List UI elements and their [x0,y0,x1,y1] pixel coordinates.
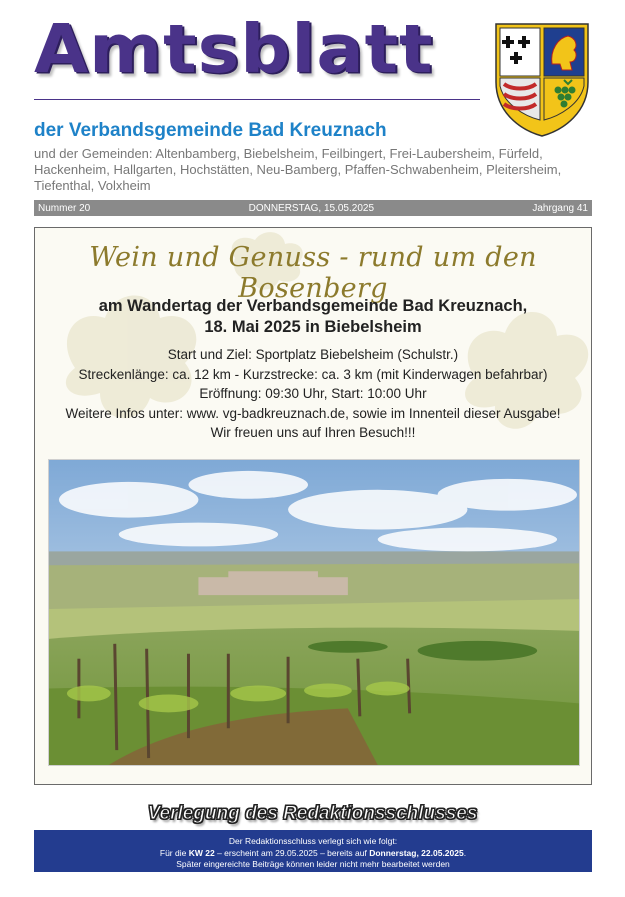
vineyard-landscape-photo [48,459,580,766]
notice-line: Der Redaktionsschluss verlegt sich wie folgt: [228,836,398,846]
notice-deadline-date: Donnerstag, 22.05.2025 [369,847,464,858]
event-opening-time: Eröffnung: 09:30 Uhr, Start: 10:00 Uhr [199,386,427,401]
masthead-divider [34,99,480,100]
event-heading-line: 18. Mai 2025 in Biebelsheim [204,318,422,336]
event-welcome: Wir freuen uns auf Ihren Besuch!!! [210,425,416,440]
coat-of-arms-icon [492,20,592,138]
event-more-info: Weitere Infos unter: www. vg-badkreuznach.de, sowie im Innenteil dieser Ausgabe! [65,405,561,421]
notice-calendar-week: KW 22 [188,847,215,858]
volume-number: Jahrgang 41 [532,202,588,214]
event-heading [35,296,591,338]
issue-number: Nummer 20 [38,202,91,214]
event-route-length: Streckenlänge: ca. 12 km - Kurzstrecke: ca. 3 km (mit Kinderwagen befahrbar) [78,366,548,382]
notice-line [34,848,592,860]
issue-info-bar [34,200,592,216]
notice-line: Später eingereichte Beiträge können leider nicht mehr bearbeitet werden [176,859,450,869]
notice-text: Für die [159,847,189,858]
notice-headline: Verlegung des Redaktionsschlusses [147,803,478,824]
notice-box [34,830,592,872]
event-details [35,345,591,443]
event-feature-box [34,227,592,785]
event-title: Wein und Genuss - rund um den Bosenberg [89,242,537,304]
notice-text: . [463,847,467,858]
municipalities-list: und der Gemeinden: Altenbamberg, Biebelsheim, Feilbingert, Frei-Laubersheim, Fürfeld, Hackenheim, Hallgarten, Hochstätten, Neu-Bamberg, Pfaffen-Schwabenheim, Pleitersheim, Tiefenthal, Volxheim [34,146,562,193]
masthead-title: Amtsblatt [34,10,434,88]
subtitle: der Verbandsgemeinde Bad Kreuznach [34,120,387,141]
event-heading-line: am Wandertag der Verbandsgemeinde Bad Kreuznach, [98,297,528,315]
issue-date: DONNERSTAG, 15.05.2025 [248,202,375,214]
event-start-location: Start und Ziel: Sportplatz Biebelsheim (Schulstr.) [167,347,459,362]
notice-text: – erscheint am 29.05.2025 – bereits auf [214,847,370,858]
